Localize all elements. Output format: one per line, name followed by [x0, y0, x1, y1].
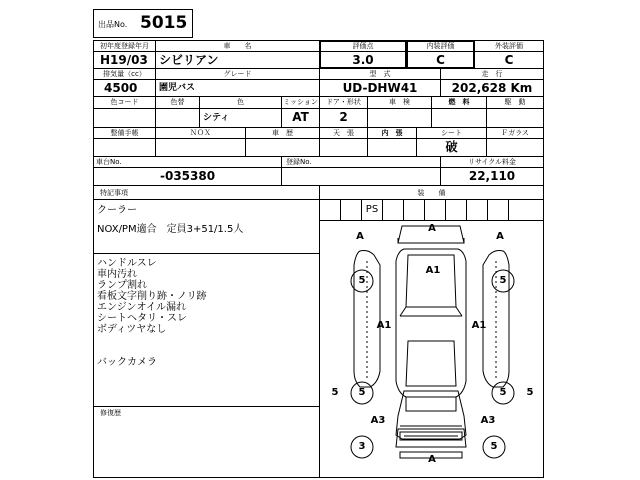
grade-value: 園児バス: [159, 83, 196, 93]
row-line: [93, 406, 319, 407]
mark-left-side: A1: [376, 320, 392, 331]
label-front-glass: Ｆガラス: [501, 129, 529, 137]
model-value: UD-DHW41: [342, 81, 418, 95]
label-score: 評価点: [352, 42, 374, 50]
label-color-code: 色コード: [110, 98, 139, 106]
col-line: [403, 199, 404, 220]
lot-number-label: 出品No.: [98, 20, 128, 29]
mark-left-bottom-wheel: 3: [358, 441, 366, 452]
col-line: [340, 199, 341, 220]
col-line: [508, 199, 509, 220]
note-back-camera: バックカメラ: [97, 357, 157, 368]
note-7: ボディツヤなし: [97, 324, 167, 335]
note-5: エンジンオイル漏れ: [97, 302, 186, 313]
row-line: [93, 167, 544, 168]
col-line: [424, 199, 425, 220]
col-line: [281, 156, 282, 185]
displacement-value: 4500: [104, 81, 138, 95]
row-line: [93, 253, 319, 254]
label-first-registration: 初年度登録年月: [100, 42, 149, 50]
lot-number-box: [93, 9, 193, 38]
recycle-value: 22,110: [468, 169, 516, 183]
mark-right-side: A1: [471, 320, 487, 331]
label-recycle-fee: リサイクル料金: [467, 158, 517, 166]
label-fuel: 燃 料: [448, 98, 470, 106]
label-interior: 内装評価: [426, 42, 455, 50]
exterior-value: C: [504, 53, 514, 67]
mark-right-rear-corner: A3: [480, 415, 496, 426]
mark-left-rear-corner: A3: [370, 415, 386, 426]
label-mileage: 走 行: [481, 70, 503, 78]
label-grade: グレード: [223, 70, 252, 78]
note-6: シートヘタリ・スレ: [97, 313, 187, 324]
mark-left-front-wheel: 5: [358, 275, 366, 286]
col-line: [487, 199, 488, 220]
label-nox: ＮＯＸ: [190, 129, 211, 137]
note-nox-capacity: NOX/PM適合 定員3+51/1.5人: [97, 224, 244, 235]
score-value: 3.0: [352, 53, 374, 67]
first-registration-value: H19/03: [100, 53, 148, 67]
label-car-name: 車 名: [223, 42, 252, 50]
doors-value: 2: [339, 110, 348, 124]
car-name-value: シビリアン: [159, 53, 219, 67]
mark-right-top: A: [496, 231, 504, 242]
vehicle-diagram: [320, 221, 543, 477]
interior-value: C: [436, 53, 445, 67]
mark-right-bottom-wheel: 5: [490, 441, 498, 452]
col-line: [466, 199, 467, 220]
label-drive: 駆 動: [504, 98, 526, 106]
mark-bottom: A: [428, 454, 436, 465]
color-value: シティ: [203, 113, 230, 123]
col-line: [445, 199, 446, 220]
seat-value: 破: [445, 140, 458, 154]
equipment-item-ps: PS: [365, 204, 379, 215]
mark-left-rear-outer: 5: [331, 387, 339, 398]
mark-roof: A1: [425, 265, 441, 276]
note-2: 車内汚れ: [97, 269, 137, 280]
label-registration-no: 登録No.: [286, 158, 312, 166]
mark-right-front-wheel: 5: [499, 275, 507, 286]
row-line: [93, 156, 544, 157]
special-notes-header: 特記事項: [100, 189, 128, 197]
label-inspection: 車 検: [389, 98, 410, 106]
label-color-change: 色替: [170, 98, 185, 106]
mark-center-top: A: [428, 223, 436, 234]
label-history: 車 歴: [272, 129, 293, 137]
mark-left-rear-wheel: 5: [358, 387, 366, 398]
repair-history-header: 修復歴: [100, 409, 121, 417]
label-maintenance-book: 整備手帳: [110, 129, 139, 137]
label-doors: ドア・形状: [326, 98, 361, 106]
label-displacement: 排気量（cc）: [103, 70, 146, 78]
note-3: ランプ割れ: [97, 280, 147, 291]
label-mission: ミッション: [283, 98, 318, 106]
note-1: ハンドルスレ: [97, 258, 157, 269]
mark-right-rear-wheel: 5: [499, 387, 507, 398]
mission-value: AT: [292, 110, 309, 124]
note-cooler: クーラー: [97, 205, 137, 216]
label-interior-trim: 内 張: [381, 129, 403, 137]
lot-number: 5015: [140, 13, 188, 33]
mileage-value: 202,628 Km: [451, 81, 533, 95]
mark-right-rear-outer: 5: [526, 387, 534, 398]
label-headliner: 天 張: [333, 129, 354, 137]
label-exterior: 外装評価: [495, 42, 523, 50]
label-color: 色: [237, 98, 244, 106]
mark-left-top: A: [356, 231, 364, 242]
chassis-value: -035380: [160, 169, 216, 183]
note-4: 看板文字削り跡・ノリ跡: [97, 291, 207, 302]
label-chassis-no: 車台No.: [96, 158, 122, 166]
equipment-header: 装 備: [417, 189, 446, 197]
col-line: [382, 199, 383, 220]
label-seat: シート: [441, 129, 462, 137]
label-model: 型 式: [369, 70, 391, 78]
